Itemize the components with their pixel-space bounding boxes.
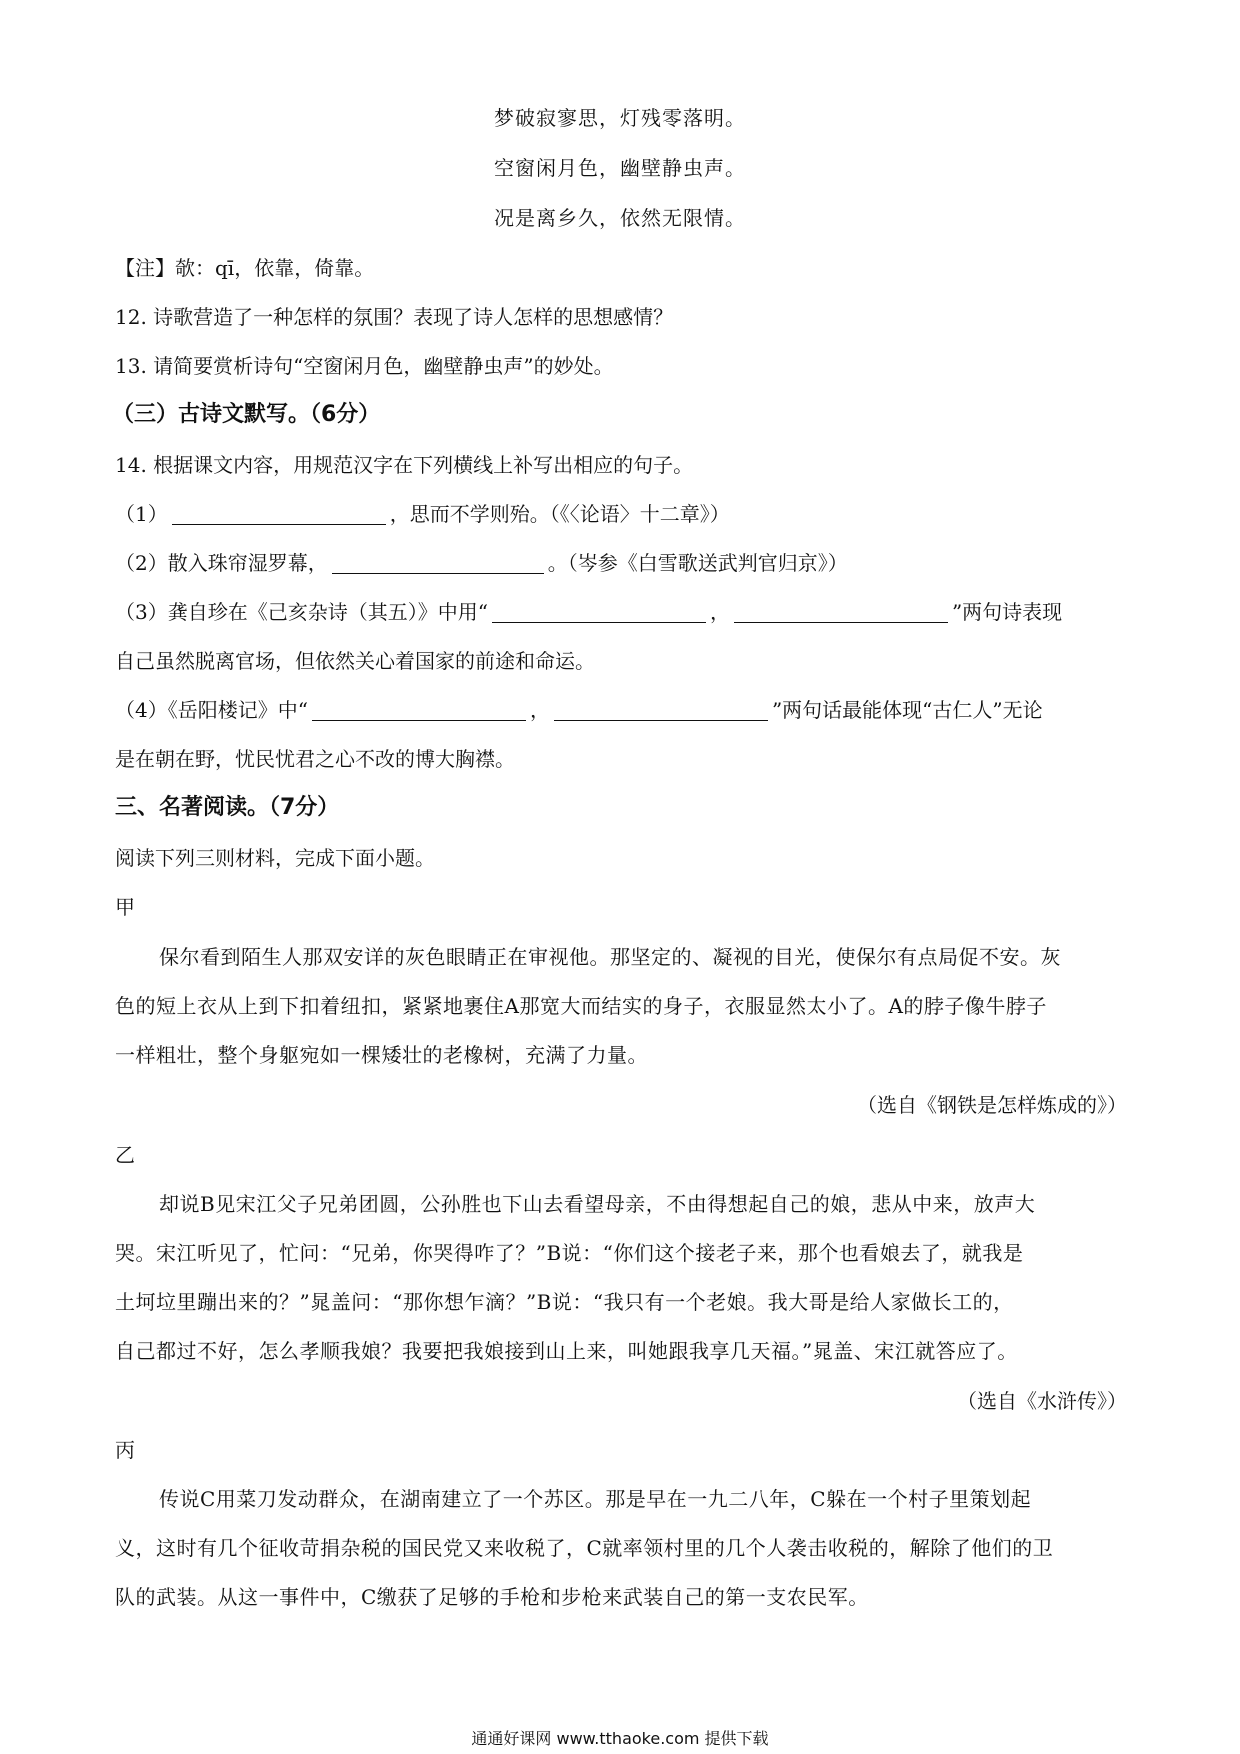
material-a-source: （选自《钢铁是怎样炼成的》） — [857, 1093, 1127, 1117]
answer-blank-4a[interactable] — [312, 698, 526, 721]
material-c-line-1: 传说C用菜刀发动群众，在湖南建立了一个苏区。那是早在一九二八年，C躲在一个村子里策划起 — [159, 1487, 1032, 1511]
answer-blank-3b[interactable] — [734, 600, 948, 623]
part-3-heading: 三、名著阅读。（7分） — [115, 795, 340, 820]
material-c-line-3: 队的武装。从这一事件中，C缴获了足够的手枪和步枪来武装自己的第一支农民军。 — [115, 1585, 869, 1609]
question-14-item-2 — [115, 548, 1127, 578]
material-b-line-1: 却说B见宋江父子兄弟团圆，公孙胜也下山去看望母亲，不由得想起自己的娘，悲从中来，放声大 — [159, 1192, 1036, 1216]
material-a-line-3: 一样粗壮，整个身躯宛如一棵矮壮的老橡树，充满了力量。 — [115, 1043, 648, 1067]
item-4-middle: ， — [529, 698, 550, 722]
question-13: 13. 请简要赏析诗句“空窗闲月色，幽壁静虫声”的妙处。 — [115, 354, 614, 378]
material-b-line-4: 自己都过不好，怎么孝顺我娘？我要把我娘接到山上来，叫她跟我享几天福。”晁盖、宋江就答应了。 — [115, 1339, 1018, 1363]
answer-blank-4b[interactable] — [554, 698, 768, 721]
material-a-line-1: 保尔看到陌生人那双安详的灰色眼睛正在审视他。那坚定的、凝视的目光，使保尔有点局促不安。灰 — [159, 945, 1061, 969]
item-3-middle: ， — [709, 600, 730, 624]
question-14-stem: 14. 根据课文内容，用规范汉字在下列横线上补写出相应的句子。 — [115, 453, 694, 477]
material-b-line-3: 土坷垃里蹦出来的？”晁盖问：“那你想乍滴？”B说：“我只有一个老娘。我大哥是给人家做长工的， — [115, 1290, 1014, 1314]
item-3-suffix: ”两句诗表现 — [951, 600, 1063, 624]
material-b-label: 乙 — [115, 1143, 135, 1167]
material-b-line-2: 哭。宋江听见了，忙问：“兄弟，你哭得咋了？”B说：“你们这个接老子来，那个也看娘去了，就我是 — [115, 1241, 1024, 1265]
answer-blank-2[interactable] — [332, 551, 544, 574]
item-1-suffix: ，思而不学则殆。（《〈论语〉十二章》） — [389, 502, 730, 526]
section-3-heading: （三）古诗文默写。（6分） — [112, 402, 381, 427]
material-c-line-2: 义，这时有几个征收苛捐杂税的国民党又来收税了，C就率领村里的几个人袭击收税的，解除了他们的卫 — [115, 1536, 1054, 1560]
poem-line-2: 空窗闲月色，幽壁静虫声。 — [494, 156, 746, 180]
material-a-line-2: 色的短上衣从上到下扣着纽扣，紧紧地裹住A那宽大而结实的身子，衣服显然太小了。A的脖子像牛脖子 — [115, 994, 1047, 1018]
material-a-label: 甲 — [115, 895, 135, 919]
poem-note: 【注】欹：qī，依靠，倚靠。 — [115, 256, 375, 280]
page-footer: 通通好课网 www.tthaoke.com 提供下载 — [471, 1729, 769, 1748]
answer-blank-3a[interactable] — [492, 600, 706, 623]
material-b-source: （选自《水浒传》） — [957, 1389, 1127, 1413]
item-2-suffix: 。（岑参《白雪歌送武判官归京》） — [547, 551, 848, 575]
question-12: 12. 诗歌营造了一种怎样的氛围？表现了诗人怎样的思想感情？ — [115, 305, 674, 329]
item-4-prefix: （4）《岳阳楼记》中“ — [115, 698, 308, 722]
question-14-item-3 — [115, 597, 1127, 627]
poem-line-3: 况是离乡久，依然无限情。 — [494, 206, 746, 230]
item-4-suffix: ”两句话最能体现“古仁人”无论 — [771, 698, 1043, 722]
question-14-item-4 — [115, 695, 1127, 725]
question-14-item-3-line-2: 自己虽然脱离官场，但依然关心着国家的前途和命运。 — [115, 649, 595, 673]
poem-line-1: 梦破寂寥思，灯残零落明。 — [494, 106, 746, 130]
item-3-prefix: （3）龚自珍在《己亥杂诗（其五）》中用“ — [115, 600, 488, 624]
item-1-prefix: （1） — [115, 502, 168, 526]
material-c-label: 丙 — [115, 1438, 135, 1462]
question-14-item-4-line-2: 是在朝在野，忧民忧君之心不改的博大胸襟。 — [115, 747, 515, 771]
answer-blank-1[interactable] — [172, 502, 386, 525]
question-14-item-1 — [115, 499, 1127, 529]
item-2-prefix: （2）散入珠帘湿罗幕， — [115, 551, 328, 575]
part-3-intro: 阅读下列三则材料，完成下面小题。 — [115, 846, 435, 870]
